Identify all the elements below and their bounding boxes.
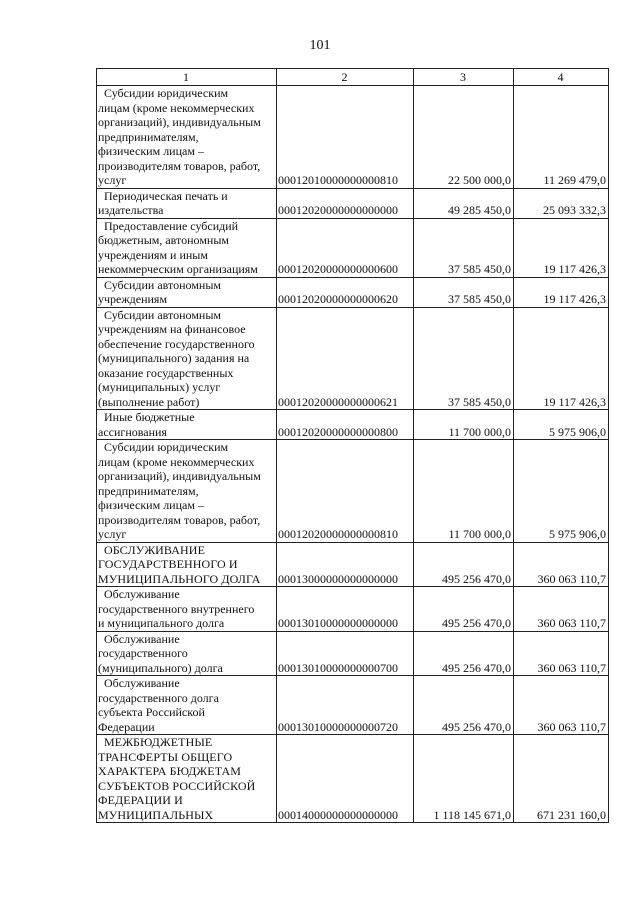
row-value-plan-cell: 495 256 470,0: [414, 587, 514, 632]
row-code-cell: 00012020000000000810: [277, 440, 414, 543]
row-value-actual-cell: 360 063 110,7: [514, 631, 609, 676]
row-code-cell: 00012020000000000600: [277, 218, 414, 277]
table-row: [97, 86, 609, 189]
row-value-plan-cell: 37 585 450,0: [414, 307, 514, 410]
row-value-actual-cell: 11 269 479,0: [514, 86, 609, 189]
table-header-row: [97, 69, 609, 86]
row-name-cell: Субсидии юридическим лицам (кроме некоммерческих организаций), индивидуальным предпринимателям, физическим лицам – производителям товаров, работ, услуг: [97, 440, 277, 543]
row-value-actual-cell: 360 063 110,7: [514, 542, 609, 587]
row-code-cell: 00012020000000000800: [277, 410, 414, 440]
row-code-cell: 00012020000000000620: [277, 277, 414, 307]
row-value-actual-cell: 19 117 426,3: [514, 307, 609, 410]
table-body: [97, 86, 609, 823]
row-value-plan-cell: 37 585 450,0: [414, 218, 514, 277]
table-row: [97, 277, 609, 307]
row-value-actual-cell: 5 975 906,0: [514, 410, 609, 440]
table-row: [97, 631, 609, 676]
row-value-actual-cell: 360 063 110,7: [514, 587, 609, 632]
table-row: [97, 587, 609, 632]
table-row: [97, 188, 609, 218]
budget-table: [96, 68, 609, 823]
row-value-plan-cell: 22 500 000,0: [414, 86, 514, 189]
table-row: [97, 410, 609, 440]
row-value-actual-cell: 19 117 426,3: [514, 277, 609, 307]
table-row: [97, 735, 609, 823]
row-value-plan-cell: 37 585 450,0: [414, 277, 514, 307]
row-value-plan-cell: 49 285 450,0: [414, 188, 514, 218]
row-name-cell: Обслуживание государственного (муниципального) долга: [97, 631, 277, 676]
row-code-cell: 00013010000000000000: [277, 587, 414, 632]
row-name-cell: Обслуживание государственного внутреннего и муниципального долга: [97, 587, 277, 632]
row-name-cell: Предоставление субсидий бюджетным, автономным учреждениям и иным некоммерческим организациям: [97, 218, 277, 277]
row-value-plan-cell: 495 256 470,0: [414, 631, 514, 676]
row-code-cell: 00012010000000000810: [277, 86, 414, 189]
row-value-actual-cell: 25 093 332,3: [514, 188, 609, 218]
row-name-cell: Обслуживание государственного долга субъекта Российской Федерации: [97, 676, 277, 735]
row-name-cell: Субсидии автономным учреждениям на финансовое обеспечение государственного (муниципального) задания на оказание государственных (муниципальных) услуг (выполнение работ): [97, 307, 277, 410]
row-value-actual-cell: 19 117 426,3: [514, 218, 609, 277]
table-row: [97, 676, 609, 735]
row-value-plan-cell: 495 256 470,0: [414, 542, 514, 587]
row-value-plan-cell: 1 118 145 671,0: [414, 735, 514, 823]
row-code-cell: 00013010000000000700: [277, 631, 414, 676]
row-code-cell: 00014000000000000000: [277, 735, 414, 823]
column-header-2: 2: [277, 69, 414, 86]
row-name-cell: Иные бюджетные ассигнования: [97, 410, 277, 440]
table-row: [97, 542, 609, 587]
row-name-cell: Периодическая печать и издательства: [97, 188, 277, 218]
row-code-cell: 00012020000000000621: [277, 307, 414, 410]
row-value-actual-cell: 5 975 906,0: [514, 440, 609, 543]
row-name-cell: Субсидии автономным учреждениям: [97, 277, 277, 307]
row-value-actual-cell: 671 231 160,0: [514, 735, 609, 823]
row-name-cell: МЕЖБЮДЖЕТНЫЕ ТРАНСФЕРТЫ ОБЩЕГО ХАРАКТЕРА БЮДЖЕТАМ СУБЪЕКТОВ РОССИЙСКОЙ ФЕДЕРАЦИИ И МУНИЦИПАЛЬНЫХ: [97, 735, 277, 823]
row-value-actual-cell: 360 063 110,7: [514, 676, 609, 735]
row-name-cell: Субсидии юридическим лицам (кроме некоммерческих организаций), индивидуальным предпринимателям, физическим лицам – производителям товаров, работ, услуг: [97, 86, 277, 189]
row-code-cell: 00012020000000000000: [277, 188, 414, 218]
row-code-cell: 00013010000000000720: [277, 676, 414, 735]
column-header-3: 3: [414, 69, 514, 86]
table-row: [97, 307, 609, 410]
table-row: [97, 218, 609, 277]
row-code-cell: 00013000000000000000: [277, 542, 414, 587]
column-header-1: 1: [97, 69, 277, 86]
row-value-plan-cell: 495 256 470,0: [414, 676, 514, 735]
column-header-4: 4: [514, 69, 609, 86]
row-value-plan-cell: 11 700 000,0: [414, 410, 514, 440]
page-number: 101: [309, 38, 331, 53]
row-value-plan-cell: 11 700 000,0: [414, 440, 514, 543]
row-name-cell: ОБСЛУЖИВАНИЕ ГОСУДАРСТВЕННОГО И МУНИЦИПАЛЬНОГО ДОЛГА: [97, 542, 277, 587]
table-row: [97, 440, 609, 543]
